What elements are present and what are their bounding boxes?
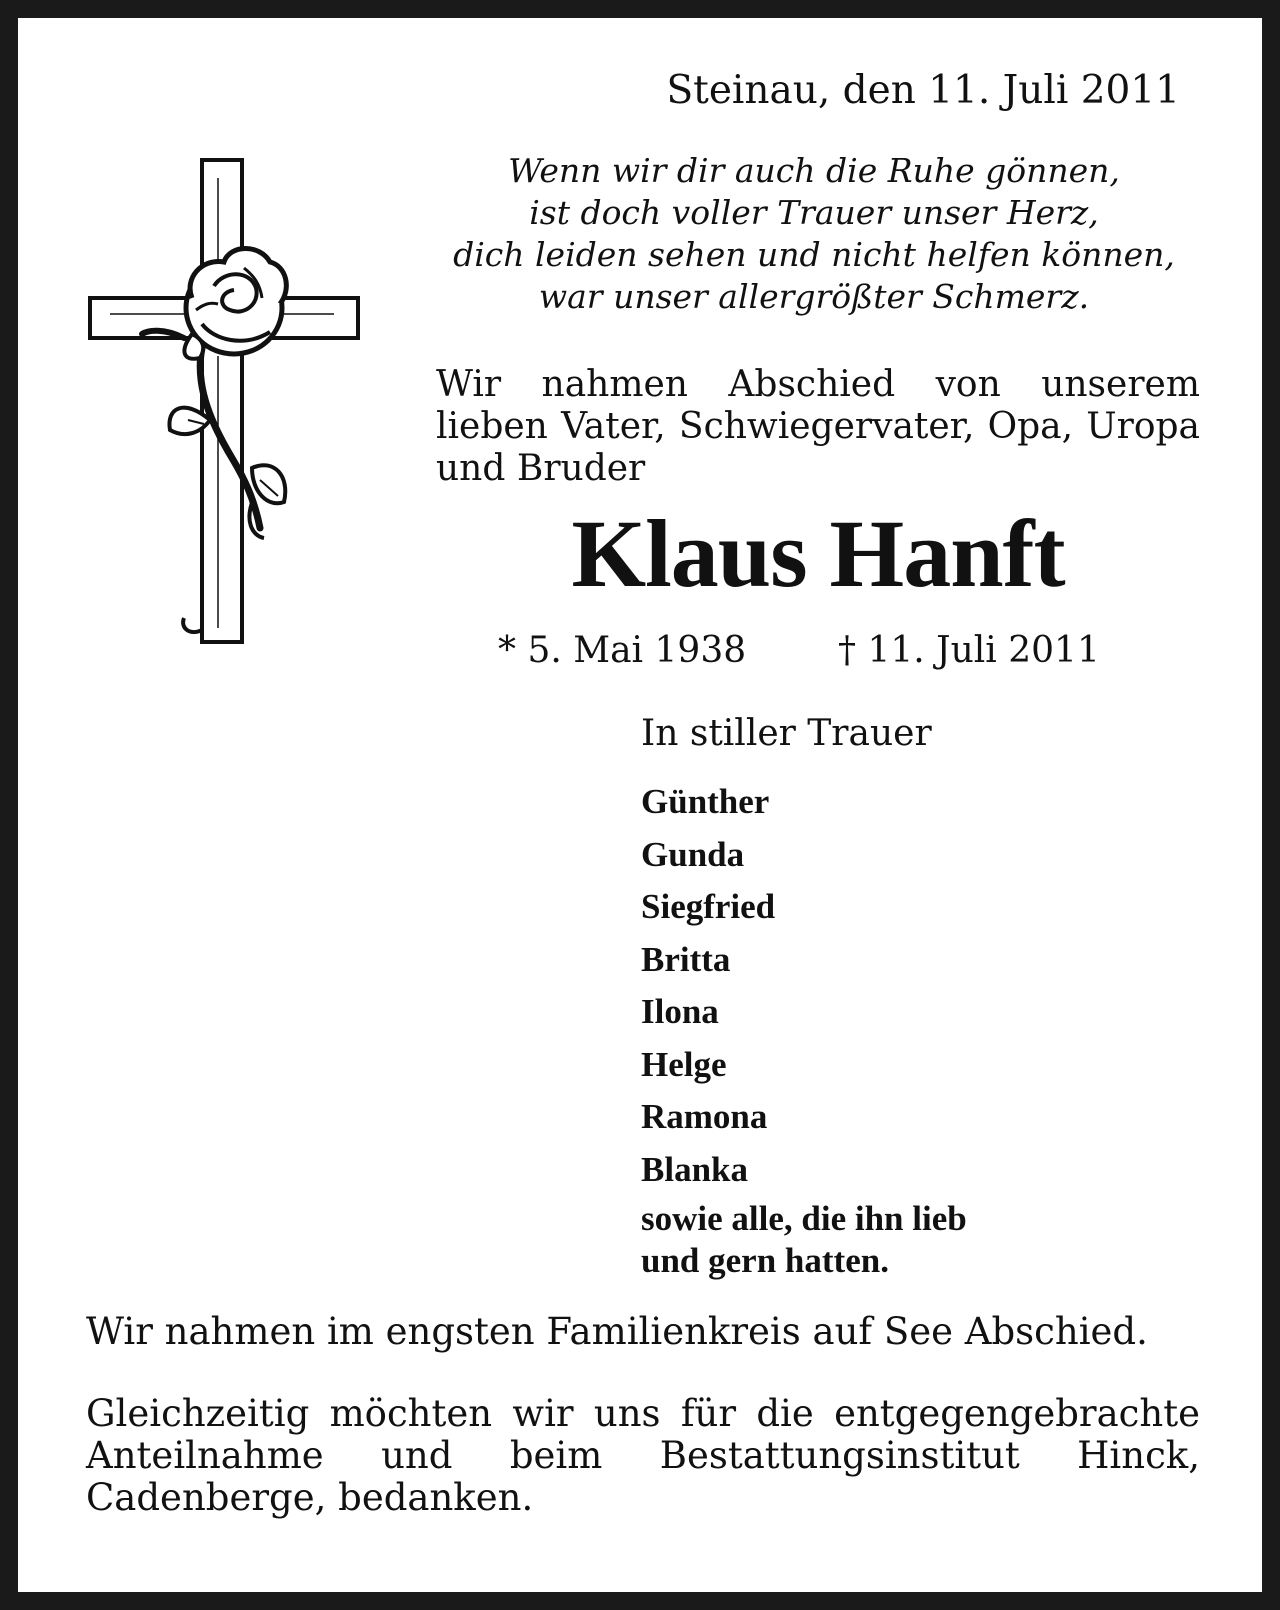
farewell-text: Wir nahmen im engsten Familienkreis auf See Abschied. bbox=[86, 1310, 1148, 1353]
family-member: Siegfried bbox=[641, 887, 776, 926]
closing-line: sowie alle, die ihn lieb bbox=[641, 1199, 967, 1238]
life-dates bbox=[498, 630, 1100, 671]
family-member: Helge bbox=[641, 1044, 727, 1084]
closing-lines bbox=[641, 1198, 967, 1282]
verse-line: Wenn wir dir auch die Ruhe gönnen, bbox=[508, 151, 1120, 190]
intro-text: Wir nahmen Abschied von unserem lieben Vater, Schwiegervater, Opa, Uropa und Bruder bbox=[436, 364, 1200, 489]
mourning-label: In stiller Trauer bbox=[641, 713, 932, 754]
place-date: Steinau, den 11. Juli 2011 bbox=[666, 68, 1180, 113]
death-date: † 11. Juli 2011 bbox=[838, 630, 1100, 671]
family-member: Günther bbox=[641, 782, 770, 821]
family-list bbox=[641, 776, 775, 1196]
cross-with-rose-icon bbox=[84, 158, 364, 648]
verse-line: dich leiden sehen und nicht helfen können, bbox=[453, 235, 1175, 274]
thanks-text: Gleichzeitig möchten wir uns für die entgegengebrachte Anteilnahme und beim Bestattungsinstitut Hinck, Cadenberge, bedanken. bbox=[86, 1392, 1200, 1519]
verse-line: war unser allergrößter Schmerz. bbox=[538, 277, 1090, 316]
birth-date: * 5. Mai 1938 bbox=[498, 630, 747, 671]
family-member: Blanka bbox=[641, 1149, 748, 1189]
family-member: Gunda bbox=[641, 834, 745, 874]
obituary-notice bbox=[18, 18, 1262, 1592]
deceased-name: Klaus Hanft bbox=[571, 500, 1065, 607]
closing-line: und gern hatten. bbox=[641, 1241, 889, 1280]
verse-line: ist doch voller Trauer unser Herz, bbox=[529, 193, 1099, 232]
family-member: Ilona bbox=[641, 992, 719, 1031]
family-member: Britta bbox=[641, 939, 731, 979]
verse bbox=[428, 150, 1200, 318]
family-member: Ramona bbox=[641, 1097, 768, 1136]
